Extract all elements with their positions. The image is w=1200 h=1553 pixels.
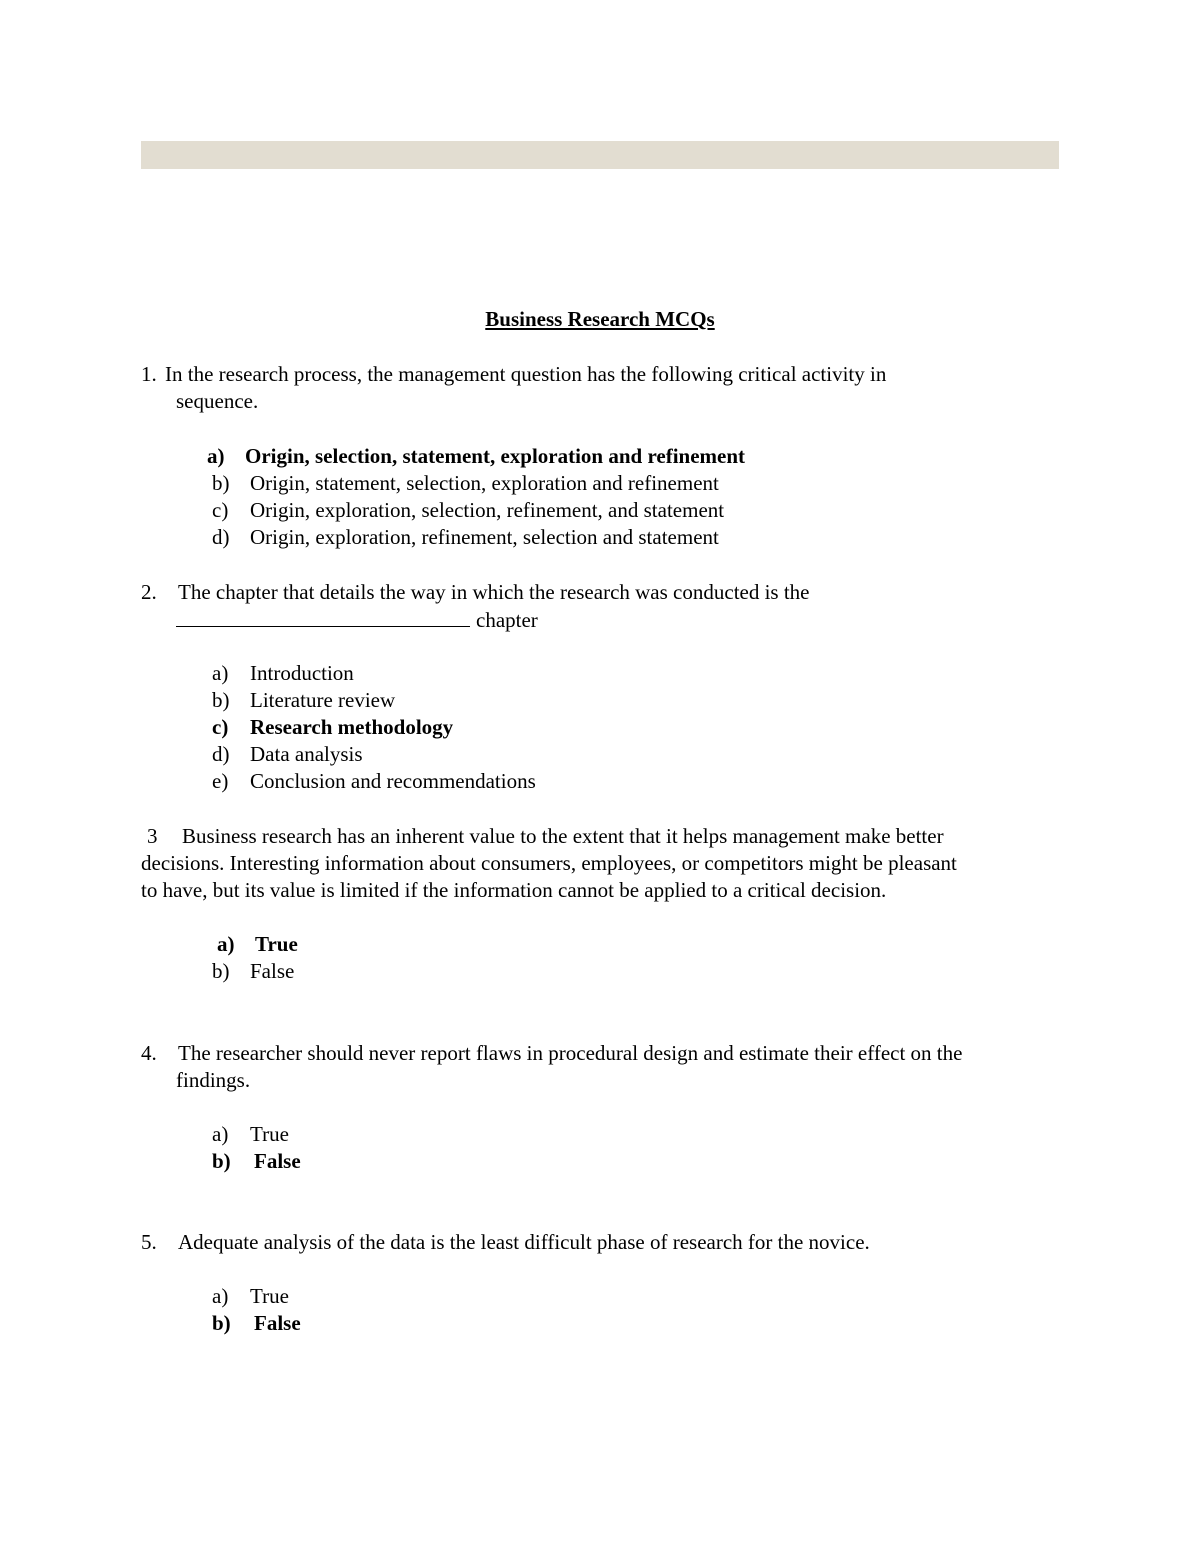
answer-option (212, 714, 453, 741)
question-number: 1. (141, 362, 157, 386)
option-text: False (254, 1149, 301, 1173)
question-number: 2. (141, 580, 157, 604)
answer-option (212, 1310, 301, 1337)
question-text: decisions. Interesting information about consumers, employees, or competitors might be pleasant (141, 851, 957, 875)
answer-option (212, 524, 719, 551)
question-text: The chapter that details the way in which the research was conducted is the (178, 580, 810, 604)
option-letter: a) (217, 932, 235, 956)
answer-blank (176, 606, 470, 627)
answer-option (212, 687, 395, 714)
blank-suffix: chapter (476, 608, 538, 632)
answer-option (212, 1148, 301, 1175)
option-letter: a) (212, 661, 229, 685)
option-letter: a) (212, 1284, 229, 1308)
option-letter: c) (212, 498, 229, 522)
answer-option (217, 931, 298, 958)
answer-option (212, 741, 363, 768)
option-letter: e) (212, 769, 229, 793)
question-text: The researcher should never report flaws in procedural design and estimate their effect on the (178, 1041, 963, 1065)
option-text: Conclusion and recommendations (250, 769, 536, 793)
option-text: Introduction (250, 661, 354, 685)
option-text: False (250, 959, 295, 983)
option-letter: a) (212, 1122, 229, 1146)
answer-option (212, 768, 536, 795)
question-number: 3 (147, 824, 158, 848)
answer-option (212, 497, 724, 524)
option-text: Research methodology (250, 715, 454, 739)
question-number: 4. (141, 1041, 157, 1065)
option-text: Origin, exploration, refinement, selection and statement (250, 525, 719, 549)
option-text: True (250, 1122, 289, 1146)
option-text: True (250, 1284, 289, 1308)
option-letter: b) (212, 471, 230, 495)
header-band (141, 141, 1059, 169)
option-letter: b) (212, 1149, 231, 1173)
option-text: False (254, 1311, 301, 1335)
question-text: findings. (176, 1068, 251, 1092)
question-text: Business research has an inherent value to the extent that it helps management make better (182, 824, 944, 848)
answer-option (212, 470, 719, 497)
page-title: Business Research MCQs (485, 307, 715, 331)
option-letter: d) (212, 742, 230, 766)
option-text: True (255, 932, 298, 956)
option-text: Data analysis (250, 742, 363, 766)
option-letter: a) (207, 444, 225, 468)
option-letter: d) (212, 525, 230, 549)
option-text: Literature review (250, 688, 396, 712)
answer-option (212, 1121, 289, 1148)
answer-option (212, 660, 354, 687)
question-text: Adequate analysis of the data is the least difficult phase of research for the novice. (178, 1230, 870, 1254)
option-text: Origin, exploration, selection, refinement, and statement (250, 498, 725, 522)
question-text: sequence. (176, 389, 259, 413)
option-letter: b) (212, 688, 230, 712)
option-letter: b) (212, 1311, 231, 1335)
option-text: Origin, selection, statement, exploration and refinement (245, 444, 746, 468)
option-letter: b) (212, 959, 230, 983)
answer-option (212, 958, 294, 985)
question-text (176, 606, 538, 634)
question-text: In the research process, the management question has the following critical activity in (165, 362, 887, 386)
option-text: Origin, statement, selection, exploration and refinement (250, 471, 719, 495)
question-number: 5. (141, 1230, 157, 1254)
answer-option (207, 443, 745, 470)
question-text: to have, but its value is limited if the information cannot be applied to a critical decision. (141, 878, 887, 902)
option-letter: c) (212, 715, 229, 739)
answer-option (212, 1283, 289, 1310)
